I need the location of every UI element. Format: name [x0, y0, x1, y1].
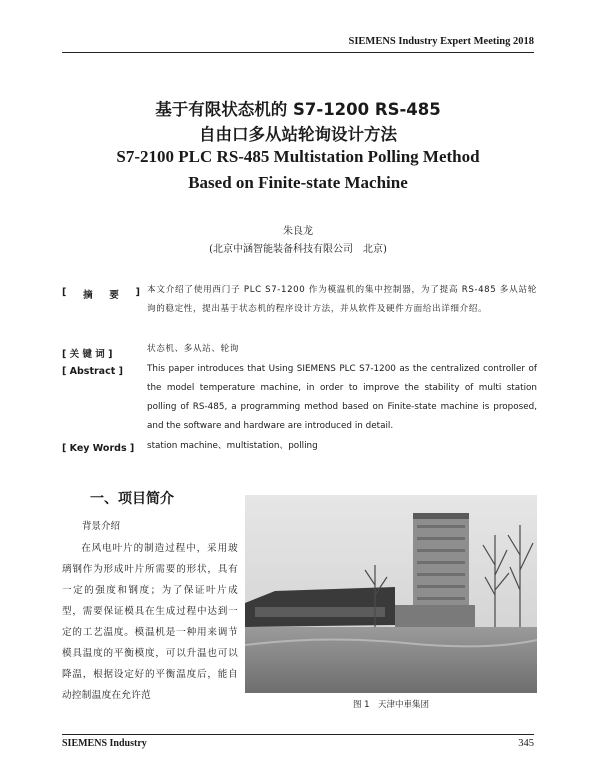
title-cn-line2: 自由口多从站轮询设计方法 [199, 125, 397, 144]
subsection-heading: 背景介绍 [82, 521, 121, 532]
keywords-cn-text: 状态机、多从站、轮询 [147, 344, 239, 354]
affiliation: (北京中涵智能装备科技有限公司 北京) [209, 244, 387, 255]
label-bracket-right: ] [135, 287, 140, 298]
abstract-cn-text: 本文介绍了使用西门子 PLC S7-1200 作为模温机的集中控制器，为了提高 RS-485 多从站轮询的稳定性，提出基于状态机的程序设计方法，并从软件及硬件方面给出详细介绍。 [147, 285, 537, 314]
keywords-en-text: station machine、multistation、polling [147, 441, 318, 451]
abstract-cn-label [62, 287, 140, 301]
abstract-en-label: [ Abstract ] [62, 366, 123, 377]
figure-photo [245, 495, 537, 693]
running-header: SIEMENS Industry Expert Meeting 2018 [348, 36, 534, 47]
header-rule [62, 52, 534, 53]
figure-caption: 图 1 天津中車集团 [352, 700, 430, 710]
keywords-en-label: [ Key Words ] [62, 443, 135, 454]
title-en-line2: Based on Finite-state Machine [188, 173, 408, 192]
footer-rule [62, 734, 534, 735]
author: 朱良龙 [283, 226, 313, 237]
page-number: 345 [518, 738, 534, 749]
section-heading: 一、项目简介 [90, 491, 174, 507]
body-paragraph: 在风电叶片的制造过程中，采用玻璃钢作为形成叶片所需要的形状，具有一定的强度和钢度；为了保证叶片成型，需要保证模具在生成过程中达到一定的工艺温度。模温机是一种用来调节模具温度的平衡模度，可以升温也可以降温，根据设定好的平衡温度后，能自动控制温度在允许范 [62, 543, 238, 701]
label-char-2: 要 [109, 290, 119, 301]
title-en-line1: S7-2100 PLC RS-485 Multistation Polling Method [116, 147, 480, 166]
label-char-1: 摘 [83, 290, 93, 301]
factory-photo-illustration [245, 495, 537, 693]
title-cn-line1: 基于有限状态机的 S7-1200 RS-485 [155, 100, 441, 119]
keywords-cn-label: [ 关 键 词 ] [62, 349, 113, 360]
footer-journal: SIEMENS Industry [62, 738, 147, 749]
abstract-en-text: This paper introduces that Using SIEMENS PLC S7-1200 as the centralized controller of the model temperature machine, in order to improve the stability of multi station polling of RS-485, a programming method based on Finite-state machine is proposed, and the software and hardware are introduced in detail. [147, 364, 537, 431]
label-bracket-left: [ [62, 287, 67, 298]
